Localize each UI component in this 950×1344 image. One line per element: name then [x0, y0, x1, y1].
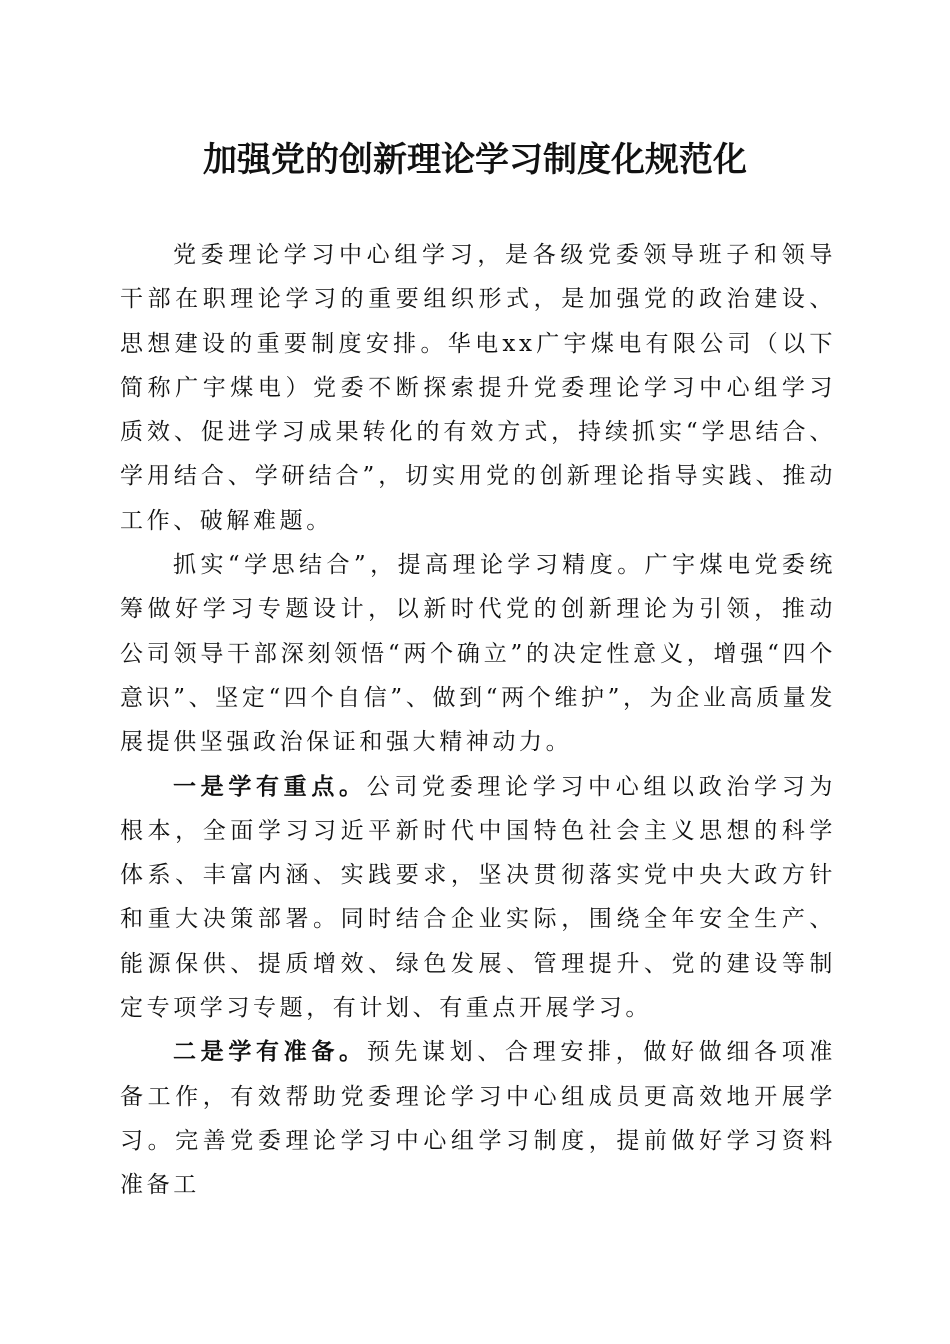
paragraph-point-two [120, 1030, 836, 1207]
paragraph-point-one [120, 765, 836, 1031]
paragraph-intro [120, 233, 836, 543]
document-body [120, 233, 836, 1208]
document-title: 加强党的创新理论学习制度化规范化 [203, 140, 747, 180]
paragraph-text: 抓实“学思结合”，提高理论学习精度。广宇煤电党委统筹做好学习专题设计，以新时代党的创新理论为引领，推动公司领导干部深刻领悟“两个确立”的决定性意义，增强“四个意识”、坚定“四个自信”、做到“两个维护”，为企业高质量发展提供坚强政治保证和强大精神动力。 [120, 552, 836, 756]
paragraph-text: 公司党委理论学习中心组以政治学习为根本，全面学习习近平新时代中国特色社会主义思想的科学体系、丰富内涵、实践要求，坚决贯彻落实党中央大政方针和重大决策部署。同时结合企业实际，围绕全年安全生产、能源保供、提质增效、绿色发展、管理提升、党的建设等制定专项学习专题，有计划、有重点开展学习。 [120, 773, 836, 1022]
paragraph-text: 党委理论学习中心组学习，是各级党委领导班子和领导干部在职理论学习的重要组织形式，是加强党的政治建设、思想建设的重要制度安排。华电xx广宇煤电有限公司（以下简称广宇煤电）党委不断探索提升党委理论学习中心组学习质效、促进学习成果转化的有效方式，持续抓实“学思结合、学用结合、学研结合”，切实用党的创新理论指导实践、推动工作、破解难题。 [120, 242, 836, 534]
paragraph-lead: 二是学有准备。 [173, 1038, 367, 1066]
paragraph-lead: 一是学有重点。 [173, 772, 367, 800]
paragraph-xuesi [120, 543, 836, 764]
paragraph-text: 预先谋划、合理安排，做好做细各项准备工作，有效帮助党委理论学习中心组成员更高效地开展学习。完善党委理论学习中心组学习制度，提前做好学习资料准备工 [120, 1039, 836, 1199]
